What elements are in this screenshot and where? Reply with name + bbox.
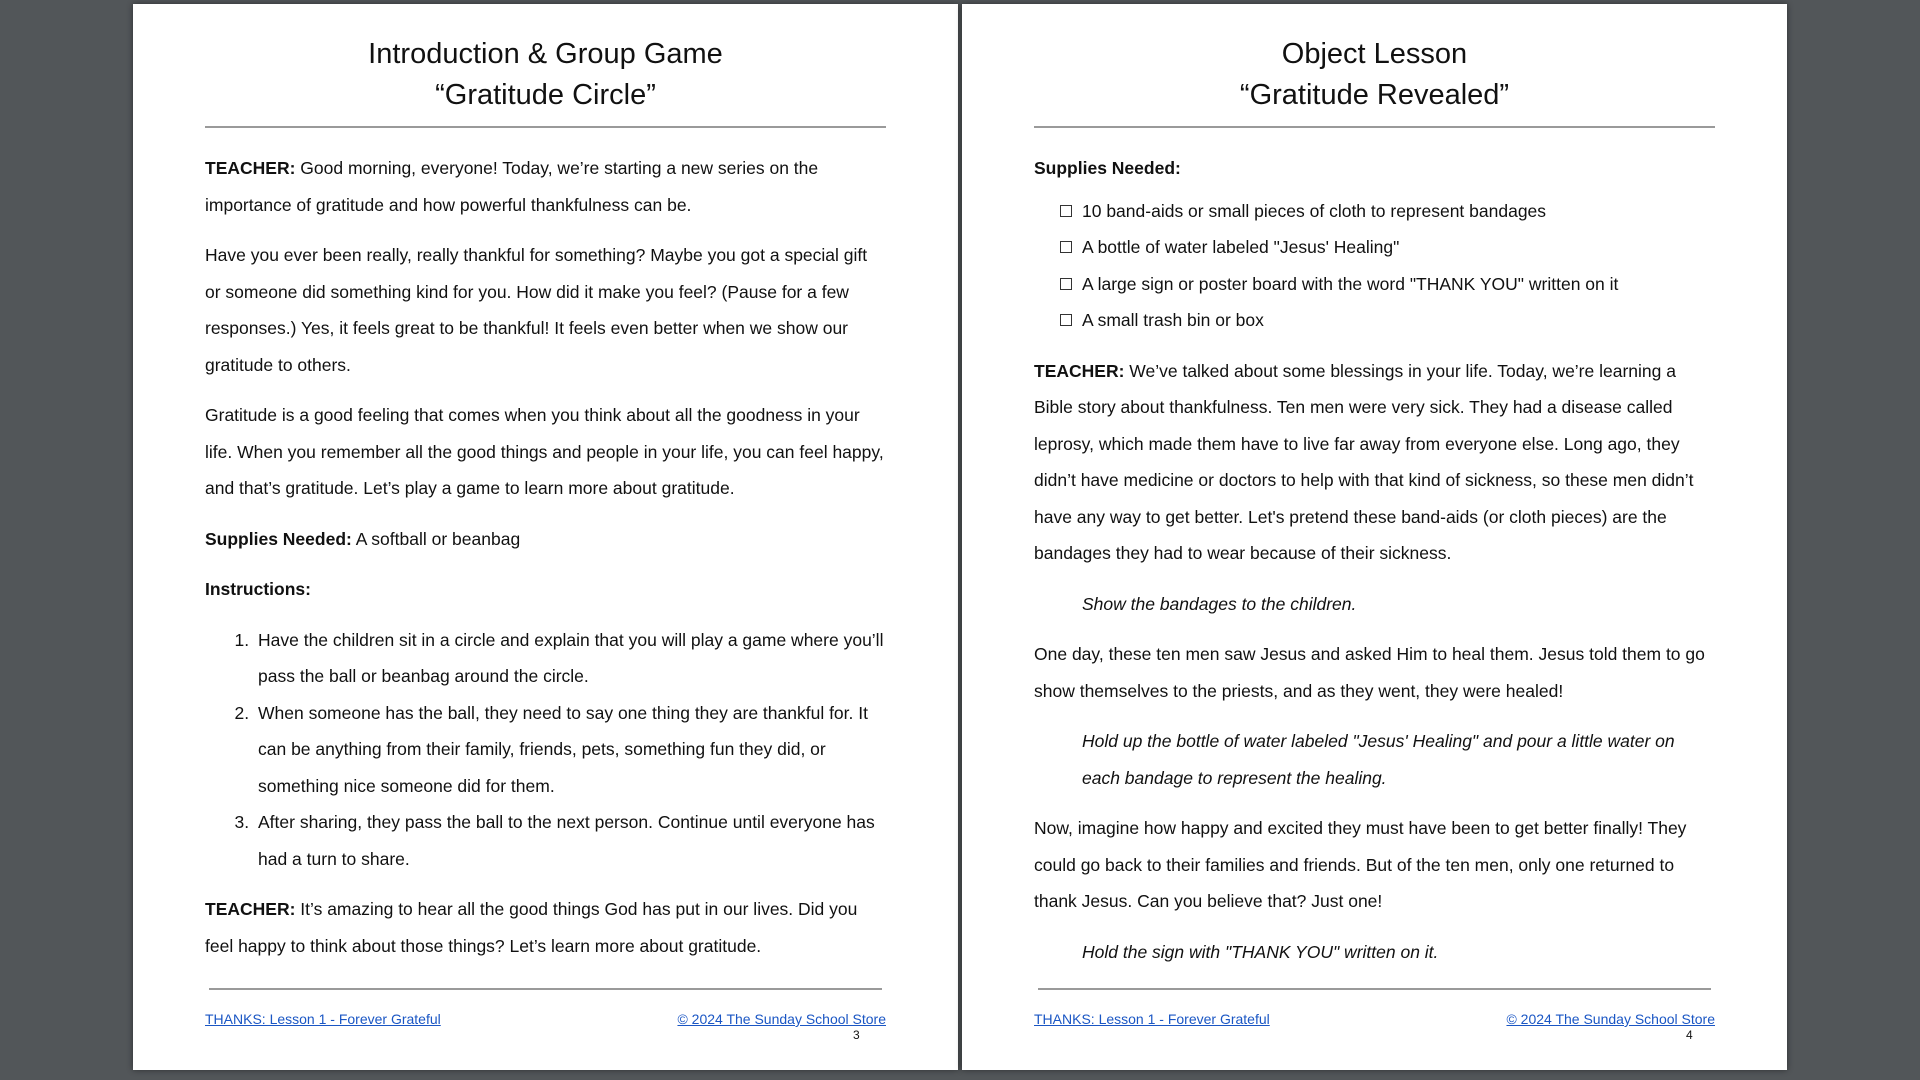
footer-copyright-link[interactable]: © 2024 The Sunday School Store [677,1011,886,1027]
footer-lesson-link[interactable]: THANKS: Lesson 1 - Forever Grateful [205,1011,441,1027]
page-number: 4 [1686,1028,1693,1042]
instructions-label: Instructions: [205,579,311,599]
footer-copyright-link[interactable]: © 2024 The Sunday School Store [1506,1011,1715,1027]
checkbox-icon [1060,314,1072,326]
supply-text: A large sign or poster board with the word "THANK YOU" written on it [1082,273,1619,294]
supply-item [1060,229,1715,266]
title-line-2: “Gratitude Circle” [435,79,656,111]
stage-direction-3: Hold the sign with "THANK YOU" written on it. [1082,941,1439,962]
supplies-line [205,521,886,558]
supplies-text: A softball or beanbag [351,528,521,549]
supply-item [1060,193,1715,230]
supplies-checklist [1034,193,1715,339]
checkbox-icon [1060,241,1072,253]
supplies-label: Supplies Needed: [205,528,352,549]
title-line-1: Introduction & Group Game [368,38,723,70]
page-4 [962,4,1787,1070]
teacher-paragraph-2 [205,891,886,964]
page-title [1034,34,1715,116]
stage-direction-2: Hold up the bottle of water labeled "Jesus' Healing" and pour a little water on each bandage to represent the healing. [1082,731,1675,788]
supply-item [1060,266,1715,303]
instructions-heading [205,571,886,608]
paragraph-text: Good morning, everyone! Today, we’re starting a new series on the importance of gratitude and how powerful thankfulness can be. [205,158,819,215]
supply-text: A small trash bin or box [1082,310,1264,330]
page-3 [133,4,958,1070]
teacher-paragraph-1 [205,150,886,223]
checkbox-icon [1060,205,1072,217]
paragraph-2: One day, these ten men saw Jesus and asked Him to heal them. Jesus told them to go show themselves to the priests, and as they went, they were healed! [1034,644,1705,701]
paragraph-text: We’ve talked about some blessings in your life. Today, we’re learning a Bible story about thankfulness. Ten men were very sick. They had a disease called leprosy, which made them have to live far away from everyone else. Long ago, they didn’t have medicine or doctors to help with that kind of sickness, so these men didn’t have any way to get better. Let's pretend these band-aids (or cloth pieces) are the bandages they had to wear because of their sickness. [1034,360,1694,563]
supply-text: 10 band-aids or small pieces of cloth to represent bandages [1082,200,1547,221]
footer-divider [209,988,882,990]
instruction-item: 2. When someone has the ball, they need to say one thing they are thankful for. It can be anything from their family, friends, pets, something fun they did, or something nice someone did for them. [254,695,886,805]
page-title [205,34,886,116]
page-number: 3 [853,1028,860,1042]
title-line-1: Object Lesson [1281,38,1468,70]
stage-direction-1: Show the bandages to the children. [1082,593,1357,614]
instruction-item: 1. Have the children sit in a circle and explain that you will play a game where you’ll pass the ball or beanbag around the circle. [254,622,886,695]
title-divider [1034,126,1715,128]
supplies-heading [1034,150,1715,187]
supply-text: A bottle of water labeled "Jesus' Healing" [1082,237,1400,257]
supplies-label: Supplies Needed: [1034,158,1181,178]
paragraph-text: It’s amazing to hear all the good things God has put in our lives. Did you feel happy to think about those things? Let’s learn more about gratitude. [205,899,858,956]
title-divider [205,126,886,128]
instructions-list [205,622,886,878]
supply-item [1060,302,1715,339]
footer-divider [1038,988,1711,990]
teacher-label: TEACHER: [205,158,296,178]
teacher-label: TEACHER: [1034,360,1125,381]
paragraph-3: Now, imagine how happy and excited they must have been to get better finally! They could go back to their families and friends. But of the ten men, only one returned to thank Jesus. Can you believe that? Just one! [1034,818,1687,911]
teacher-label: TEACHER: [205,899,296,919]
paragraph-3: Gratitude is a good feeling that comes when you think about all the goodness in your life. When you remember all the good things and people in your life, you can feel happy, and that’s gratitude. Let’s play a game to learn more about gratitude. [205,405,884,498]
checkbox-icon [1060,278,1072,290]
instruction-item: 3. After sharing, they pass the ball to the next person. Continue until everyone has had a turn to share. [254,804,886,877]
title-line-2: “Gratitude Revealed” [1239,79,1510,111]
footer-lesson-link[interactable]: THANKS: Lesson 1 - Forever Grateful [1034,1011,1270,1027]
paragraph-2: Have you ever been really, really thankful for something? Maybe you got a special gift or someone did something kind for you. How did it make you feel? (Pause for a few responses.) Yes, it feels great to be thankful! It feels even better when we show our gratitude to others. [205,245,868,375]
teacher-paragraph [1034,353,1715,572]
